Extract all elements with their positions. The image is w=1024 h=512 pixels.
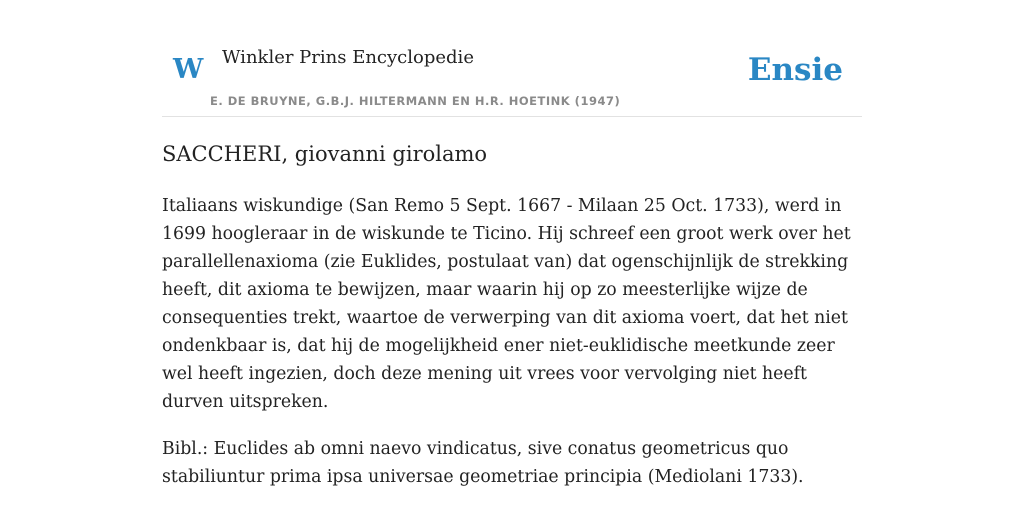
publication-authors: E. DE BRUYNE, G.B.J. HILTERMANN EN H.R. HOETINK (1947) [210, 94, 621, 108]
publication-title[interactable]: Winkler Prins Encyclopedie [222, 47, 474, 68]
ensie-logo-link[interactable]: Ensie [747, 52, 843, 88]
article-paragraph: Italiaans wiskundige (San Remo 5 Sept. 1667 - Milaan 25 Oct. 1733), werd in 1699 hoogleraar in de wiskunde te Ticino. Hij schreef een groot werk over het parallellenaxioma (zie Euklides, postulaat van) dat ogenschijnlijk de strekking heeft, dit axioma te bewijzen, maar waarin hij op zo meesterlijke wijze de consequenties trekt, waartoe de verwerping van dit axioma voert, dat het niet ondenkbaar is, dat hij de mogelijkheid ener niet-euklidische meetkunde zeer wel heeft ingezien, doch deze mening uit vrees voor vervolging niet heeft durven uitspreken. [162, 196, 851, 412]
page-header [162, 0, 862, 117]
article [162, 138, 862, 491]
article-title: SACCHERI, giovanni girolamo [162, 142, 488, 166]
winkler-prins-logo[interactable]: W [173, 54, 204, 85]
bibliography-paragraph: Bibl.: Euclides ab omni naevo vindicatus, sive conatus geometricus quo stabiliuntur prima ipsa universae geometriae principia (Mediolani 1733). [162, 439, 804, 487]
